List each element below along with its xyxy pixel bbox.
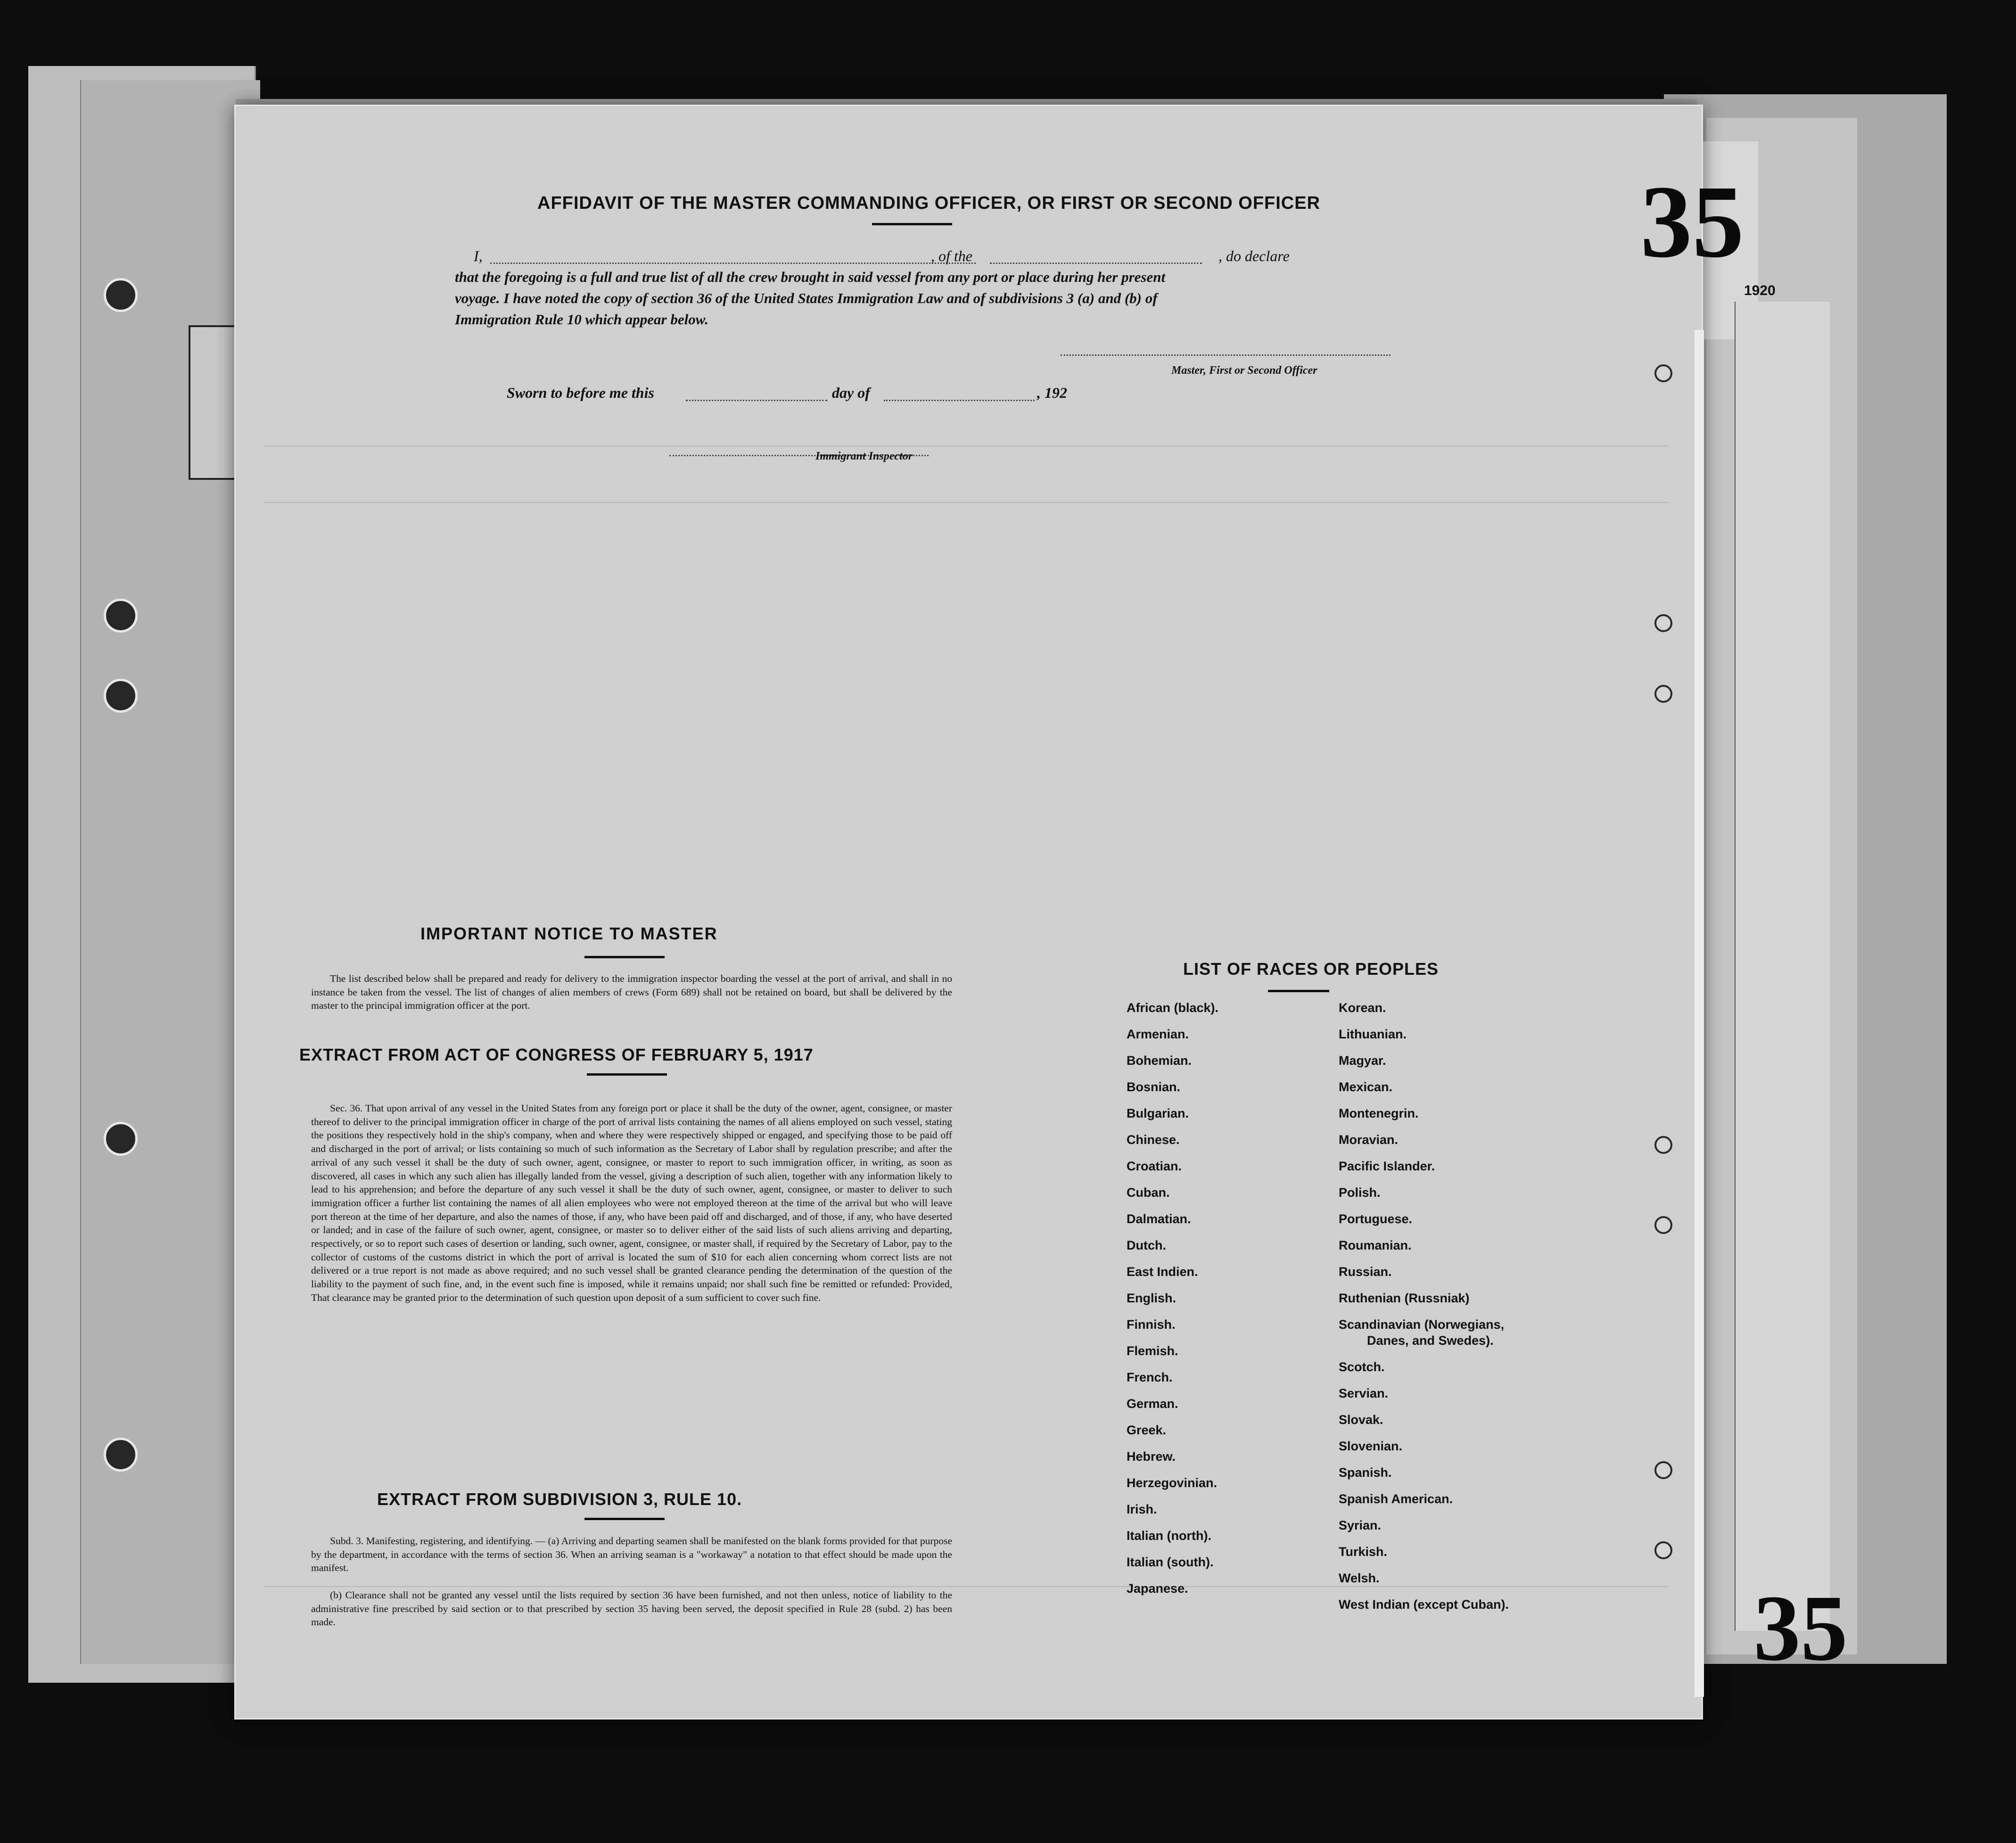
binder-hole <box>104 278 138 312</box>
race-item: Polish. <box>1339 1185 1381 1200</box>
race-item: Magyar. <box>1339 1053 1386 1068</box>
race-item: Herzegovinian. <box>1127 1476 1218 1490</box>
race-item: Italian (north). <box>1127 1529 1211 1543</box>
title-underline <box>872 223 952 225</box>
notice-title: IMPORTANT NOTICE TO MASTER <box>420 924 718 943</box>
affidavit-line-1: that the foregoing is a full and true list of all the crew brought in said vessel from any port or place during her present <box>455 269 1166 285</box>
race-item: Korean. <box>1339 1001 1386 1015</box>
race-item: Ruthenian (Russniak) <box>1339 1291 1470 1305</box>
rule-underline <box>584 1518 665 1520</box>
race-item: French. <box>1127 1370 1173 1384</box>
signature-blank <box>1061 354 1391 356</box>
ledger-strip <box>1735 302 1830 1631</box>
race-item: English. <box>1127 1291 1177 1305</box>
race-item: Servian. <box>1339 1386 1389 1400</box>
affidavit-line-2: voyage. I have noted the copy of section 36 of the United States Immigration Law and of subdivisions 3 (a) and (b) of <box>455 290 1158 306</box>
of-the-label: , of the <box>931 247 972 264</box>
race-item: Bosnian. <box>1127 1080 1181 1094</box>
form-sheet <box>236 106 1702 1718</box>
race-item: Chinese. <box>1127 1133 1180 1147</box>
form-hole <box>1654 1136 1672 1154</box>
races-underline <box>1268 990 1329 992</box>
race-item: Slovak. <box>1339 1413 1383 1427</box>
race-item: Dalmatian. <box>1127 1212 1191 1226</box>
race-item: Finnish. <box>1127 1317 1176 1332</box>
race-item: Moravian. <box>1339 1133 1399 1147</box>
sheet-edge <box>1695 330 1704 1697</box>
race-item: Cuban. <box>1127 1185 1170 1200</box>
rule-title: EXTRACT FROM SUBDIVISION 3, RULE 10. <box>377 1489 742 1509</box>
form-hole <box>1654 614 1672 632</box>
race-item: Bulgarian. <box>1127 1106 1189 1120</box>
binder-hole <box>104 679 138 713</box>
rule-text-a: Subd. 3. Manifesting, registering, and identifying. — (a) Arriving and departing seamen shall be manifested on the blank forms provided for that purpose by the department, in accordance with the terms of section 36. When an arriving seaman is a "workaway" a notation to that effect should be made upon the manifest. <box>311 1535 952 1574</box>
vessel-blank <box>990 263 1202 264</box>
month-blank <box>884 400 1035 401</box>
affidavit-title: AFFIDAVIT OF THE MASTER COMMANDING OFFICER, OR FIRST OR SECOND OFFICER <box>537 193 1321 213</box>
page-number-stamp-bottom: 35 <box>1753 1576 1848 1680</box>
race-item: Dutch. <box>1127 1238 1166 1252</box>
notice-text: The list described below shall be prepared and ready for delivery to the immigration inspector boarding the vessel at the port of arrival, and shall in no instance be taken from the vessel. The list of changes of alien members of crews (Form 689) shall not be retained on board, but shall be delivered by the master to the principal immigration officer at the port. <box>311 973 952 1012</box>
day-of-label: day of <box>832 384 870 401</box>
binder-hole <box>104 1438 138 1472</box>
race-item: Danes, and Swedes). <box>1367 1333 1494 1348</box>
inspector-label: Immigrant Inspector <box>815 450 913 462</box>
race-item: Lithuanian. <box>1339 1027 1407 1041</box>
form-hole <box>1654 1541 1672 1559</box>
race-item: Pacific Islander. <box>1339 1159 1435 1173</box>
race-item: West Indian (except Cuban). <box>1339 1597 1509 1612</box>
race-item: Japanese. <box>1127 1581 1188 1596</box>
race-item: East Indien. <box>1127 1265 1198 1279</box>
name-blank <box>490 263 976 264</box>
page-number-stamp-top: 35 <box>1640 164 1744 279</box>
race-item: Montenegrin. <box>1339 1106 1419 1120</box>
race-item: Irish. <box>1127 1502 1157 1516</box>
race-item: Greek. <box>1127 1423 1167 1437</box>
underlying-ledger-page-left-inner <box>80 80 260 1664</box>
race-item: Italian (south). <box>1127 1555 1214 1569</box>
race-item: German. <box>1127 1397 1178 1411</box>
form-hole <box>1654 1461 1672 1479</box>
race-item: Spanish American. <box>1339 1492 1453 1506</box>
race-item: Bohemian. <box>1127 1053 1192 1068</box>
race-item: Spanish. <box>1339 1465 1392 1480</box>
form-hole <box>1654 364 1672 382</box>
act-text: Sec. 36. That upon arrival of any vessel in the United States from any foreign port or place it shall be the duty of the owner, agent, consignee, or master thereof to deliver to the principal immigration officer in charge of the port of arrival lists containing the names of all aliens employed on such vessel, stating the positions they respectively hold in the ship's company, when and where they were respectively shipped or engaged, and specifying those to be paid off and discharged in the port of arrival; or lists containing so much of such information as the Secretary of Labor shall by regulation prescribe; and after the arrival of any such vessel it shall be the duty of such owner, agent, consignee, or master to report to such immigration officer, in writing, as soon as discovered, all cases in which any such alien has illegally landed from the vessel, giving a description of such alien, together with any information likely to lead to his apprehension; and before the departure of any such vessel it shall be the duty of such owner, agent, consignee, or master to deliver to such immigration officer a further list containing the names of all alien employees who were not employed thereon at the time of the arrival but who will leave port thereon at the time of her departure, and also the names of those, if any, who have been paid off and discharged, and of those, if any, who have deserted or landed; and in case of the failure of such owner, agent, consignee, or master so to deliver either of the said lists of such aliens arriving and departing, respectively, or so to report such cases of desertion or landing, such owner, agent, consignee, or master shall, if required by the Secretary of Labor, pay to the collector of customs of the customs district in which the port of arrival is located the sum of $10 for each alien concerning whom correct lists are not delivered or a true report is not made as above required; and no such vessel shall be granted clearance pending the determination of the question of the liability to the payment of such fine, and, in the event such fine is imposed, while it remains unpaid; nor shall such fine be remitted or refunded: Provided, That clearance may be granted prior to the determination of such question upon deposit of a sum sufficient to cover such fine. <box>311 1103 952 1303</box>
race-item: Croatian. <box>1127 1159 1182 1173</box>
race-item: Turkish. <box>1339 1545 1388 1559</box>
race-item: African (black). <box>1127 1001 1219 1015</box>
rule-text-b: (b) Clearance shall not be granted any vessel until the lists required by section 36 have been furnished, and not then unless, notice of liability to the administrative fine prescribed by said section or to that prescribed by section 35 having been served, the deposit specified in Rule 28 (subd. 2) has been made. <box>311 1589 952 1628</box>
race-item: Slovenian. <box>1339 1439 1403 1453</box>
race-item: Welsh. <box>1339 1571 1380 1585</box>
race-item: Mexican. <box>1339 1080 1393 1094</box>
race-item: Scandinavian (Norwegians, <box>1339 1317 1505 1332</box>
bleed-through-line <box>264 502 1669 503</box>
race-item: Armenian. <box>1127 1027 1189 1041</box>
race-item: Syrian. <box>1339 1518 1382 1532</box>
race-item: Portuguese. <box>1339 1212 1413 1226</box>
races-title: LIST OF RACES OR PEOPLES <box>1183 959 1439 979</box>
form-hole <box>1654 1216 1672 1234</box>
ledger-year: 1920 <box>1744 283 1776 298</box>
binder-hole <box>104 599 138 633</box>
form-hole <box>1654 685 1672 703</box>
notice-underline <box>584 956 665 958</box>
race-item: Hebrew. <box>1127 1449 1176 1464</box>
i-label: I, <box>474 247 483 264</box>
day-blank <box>686 400 827 401</box>
sworn-label: Sworn to before me this <box>507 384 654 401</box>
master-label: Master, First or Second Officer <box>1171 364 1317 377</box>
race-item: Scotch. <box>1339 1360 1385 1374</box>
bleed-through-line <box>264 1586 1669 1587</box>
affidavit-line-3: Immigration Rule 10 which appear below. <box>455 311 708 328</box>
year-label: , 192 <box>1037 384 1067 401</box>
race-item: Roumanian. <box>1339 1238 1412 1252</box>
bleed-through-line <box>264 445 1669 446</box>
binder-hole <box>104 1122 138 1156</box>
do-declare-label: , do declare <box>1218 247 1290 264</box>
race-item: Russian. <box>1339 1265 1392 1279</box>
act-underline <box>587 1073 667 1076</box>
race-item: Flemish. <box>1127 1344 1178 1358</box>
act-title: EXTRACT FROM ACT OF CONGRESS OF FEBRUARY 5, 1917 <box>299 1045 814 1064</box>
